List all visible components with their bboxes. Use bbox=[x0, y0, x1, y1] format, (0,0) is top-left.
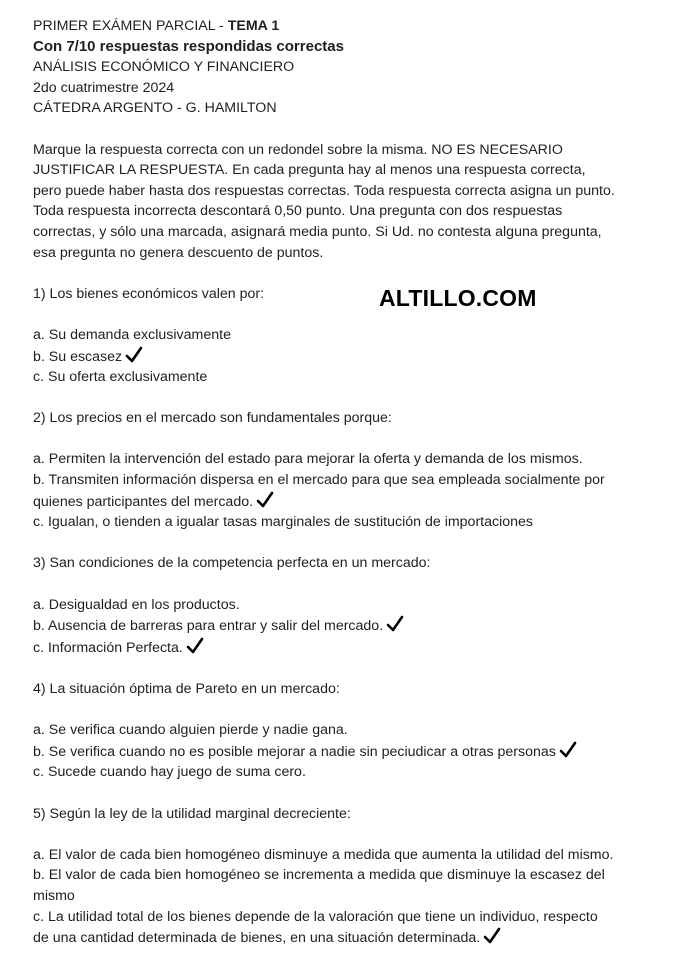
option-b bbox=[33, 346, 678, 368]
question-text: 4) La situación óptima de Pareto en un mercado: bbox=[33, 681, 340, 697]
exam-document bbox=[33, 16, 678, 949]
question-3 bbox=[33, 553, 678, 658]
option-c-text: de una cantidad determinada de bienes, en una situación determinada. bbox=[33, 930, 481, 947]
checkmark-icon bbox=[386, 615, 404, 633]
option-b-text: b. Su escasez bbox=[33, 348, 123, 365]
question-1 bbox=[33, 284, 678, 388]
option-c bbox=[33, 637, 678, 659]
instructions-line: correctas, y sólo una marcada, asignará media punto. Si Ud. no contesta alguna pregunta, bbox=[33, 223, 602, 240]
option-a: a. Su demanda exclusivamente bbox=[33, 326, 231, 343]
option-b-text: quienes participantes del mercado. bbox=[33, 493, 254, 510]
option-b: b. Transmiten información dispersa en el mercado para que sea empleada socialmente por bbox=[33, 472, 605, 489]
option-b bbox=[33, 741, 678, 763]
option-b-continued: mismo bbox=[33, 887, 75, 904]
semester: 2do cuatrimestre 2024 bbox=[33, 79, 175, 96]
exam-title bbox=[33, 16, 678, 37]
option-b-continued bbox=[33, 491, 678, 513]
option-a: a. Se verifica cuando alguien pierde y nadie gana. bbox=[33, 722, 348, 739]
option-a: a. Desigualdad en los productos. bbox=[33, 596, 240, 613]
instructions-line: esa pregunta no genera descuento de puntos. bbox=[33, 244, 324, 261]
checkmark-icon bbox=[559, 741, 577, 759]
instructions-line: JUSTIFICAR LA RESPUESTA. En cada pregunta hay al menos una respuesta correcta, bbox=[33, 162, 586, 179]
option-c: c. La utilidad total de los bienes depende de la valoración que tiene un individuo, respecto bbox=[33, 908, 598, 925]
course-name: ANÁLISIS ECONÓMICO Y FINANCIERO bbox=[33, 59, 295, 76]
score-summary: Con 7/10 respuestas respondidas correctas bbox=[33, 37, 344, 55]
option-c: c. Sucede cuando hay juego de suma cero. bbox=[33, 764, 306, 781]
instructions-line: Marque la respuesta correcta con un redondel sobre la misma. NO ES NECESARIO bbox=[33, 141, 563, 158]
question-text: 3) San condiciones de la competencia perfecta en un mercado: bbox=[33, 555, 431, 572]
checkmark-icon bbox=[125, 346, 143, 364]
question-text: 2) Los precios en el mercado son fundamentales porque: bbox=[33, 410, 392, 427]
instructions bbox=[33, 140, 678, 264]
altillo-watermark: ALTILLO.COM bbox=[379, 285, 537, 311]
option-c: c. Su oferta exclusivamente bbox=[33, 369, 208, 386]
instructions-line: pero puede haber hasta dos respuestas correctas. Toda respuesta correcta asigna un punto. bbox=[33, 182, 615, 199]
option-b-text: b. Se verifica cuando no es posible mejorar a nadie sin peciudicar a otras personas bbox=[33, 743, 556, 760]
question-2 bbox=[33, 408, 678, 533]
chair-name: CÁTEDRA ARGENTO - G. HAMILTON bbox=[33, 100, 277, 117]
option-c: c. Igualan, o tienden a igualar tasas marginales de sustitución de importaciones bbox=[33, 514, 534, 531]
option-b bbox=[33, 615, 678, 637]
question-text: 5) Según la ley de la utilidad marginal decreciente: bbox=[33, 805, 351, 822]
exam-title-prefix: PRIMER EXÁMEN PARCIAL - bbox=[33, 18, 228, 34]
checkmark-icon bbox=[186, 637, 204, 655]
option-b-text: b. Ausencia de barreras para entrar y salir del mercado. bbox=[33, 618, 384, 635]
checkmark-icon bbox=[256, 491, 274, 509]
question-5 bbox=[33, 804, 678, 949]
option-a: a. Permiten la intervención del estado para mejorar la oferta y demanda de los mismos. bbox=[33, 451, 583, 468]
exam-tema: TEMA 1 bbox=[227, 18, 280, 34]
checkmark-icon bbox=[483, 927, 501, 945]
option-c-text: c. Información Perfecta. bbox=[33, 639, 183, 656]
question-text: 1) Los bienes económicos valen por: bbox=[33, 285, 265, 302]
option-b: b. El valor de cada bien homogéneo se incrementa a medida que disminuye la escasez del bbox=[33, 867, 605, 884]
instructions-line: Toda respuesta incorrecta descontará 0,50 punto. Una pregunta con dos respuestas bbox=[33, 203, 563, 220]
question-4 bbox=[33, 679, 678, 783]
option-a: a. El valor de cada bien homogéneo disminuye a medida que aumenta la utilidad del mismo. bbox=[33, 846, 614, 863]
option-c-continued bbox=[33, 927, 678, 949]
